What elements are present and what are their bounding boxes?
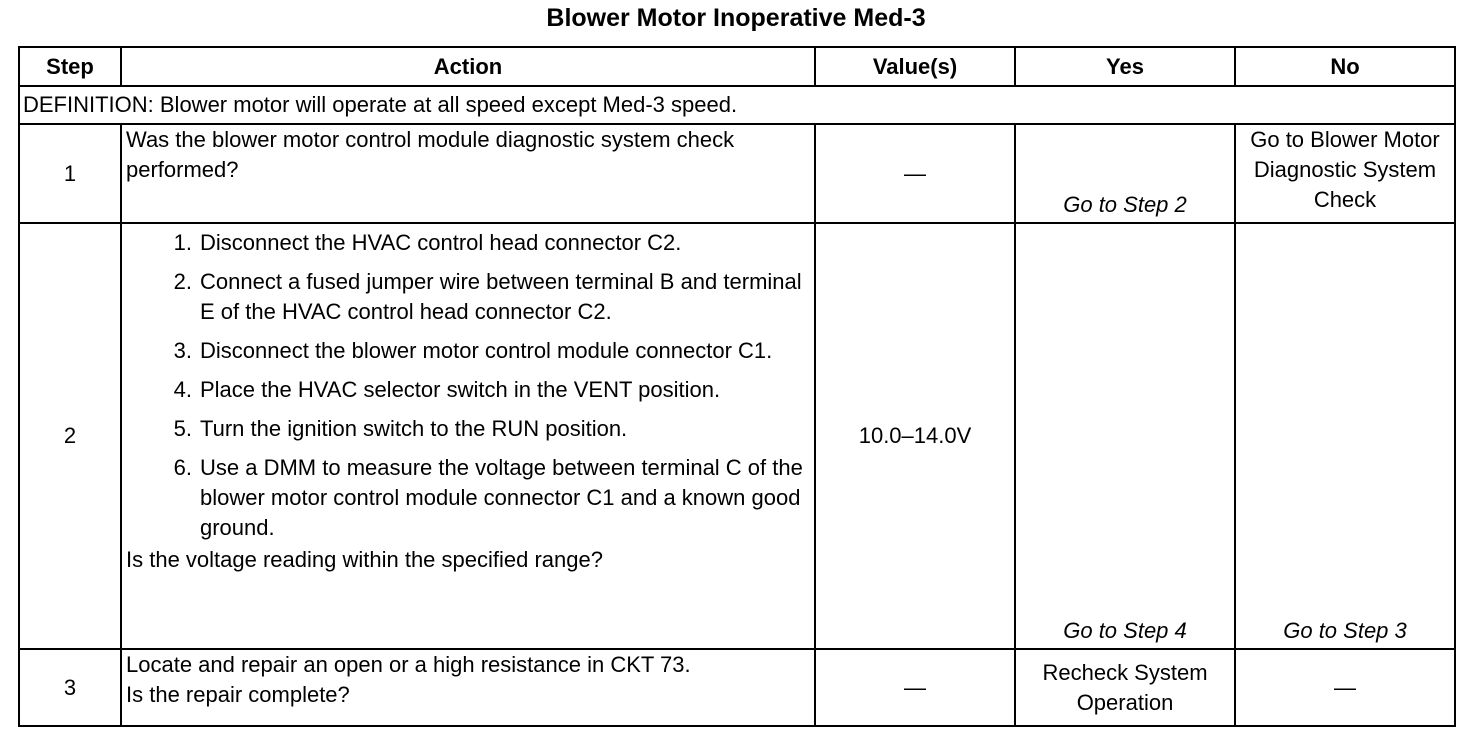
- substep-text: Place the HVAC selector switch in the VENT position.: [200, 377, 721, 402]
- yes-text: Go to Step 4: [1063, 618, 1187, 643]
- header-no: No: [1235, 47, 1455, 86]
- yes-text: Recheck System Operation: [1015, 649, 1235, 726]
- value-cell: —: [815, 124, 1015, 223]
- substep-text: Turn the ignition switch to the RUN position.: [200, 416, 628, 441]
- question-text: Is the voltage reading within the specified range?: [126, 547, 603, 572]
- substep-number: 5.: [173, 416, 192, 441]
- yes-cell: [1015, 223, 1235, 649]
- value-cell: —: [815, 649, 1015, 726]
- table-row: [19, 124, 1455, 223]
- header-values: Value(s): [815, 47, 1015, 86]
- header-step: Step: [19, 47, 121, 86]
- step-number: 3: [19, 649, 121, 726]
- step-number: 1: [19, 124, 121, 223]
- list-item: [126, 228, 810, 258]
- substep-number: 4.: [173, 377, 192, 402]
- diagnostic-table: [18, 46, 1456, 727]
- substep-list: [126, 228, 810, 543]
- table-row: [19, 649, 1455, 726]
- yes-cell: [1015, 124, 1235, 223]
- no-cell: [1235, 223, 1455, 649]
- list-item: [126, 336, 810, 366]
- action-cell: [121, 649, 815, 726]
- list-item: [126, 453, 810, 543]
- table-row: [19, 223, 1455, 649]
- action-text: Locate and repair an open or a high resistance in CKT 73.: [126, 652, 691, 677]
- no-text: —: [1235, 649, 1455, 726]
- action-cell: [121, 223, 815, 649]
- yes-text: Go to Step 2: [1063, 192, 1187, 217]
- substep-text: Connect a fused jumper wire between terminal B and terminal E of the HVAC control head connector C2.: [200, 269, 802, 324]
- substep-number: 3.: [173, 338, 192, 363]
- question-text: Is the repair complete?: [126, 682, 350, 707]
- no-text: Go to Blower Motor Diagnostic System Check: [1235, 124, 1455, 223]
- list-item: [126, 267, 810, 327]
- header-row: [19, 47, 1455, 86]
- document-title: Blower Motor Inoperative Med-3: [546, 4, 926, 32]
- step-number: 2: [19, 223, 121, 649]
- substep-number: 2.: [173, 269, 192, 294]
- no-text: Go to Step 3: [1283, 618, 1407, 643]
- definition-text: DEFINITION: Blower motor will operate at all speed except Med-3 speed.: [19, 86, 1455, 124]
- substep-text: Disconnect the HVAC control head connector C2.: [200, 230, 682, 255]
- header-yes: Yes: [1015, 47, 1235, 86]
- list-item: [126, 375, 810, 405]
- list-item: [126, 414, 810, 444]
- action-text: Was the blower motor control module diagnostic system check performed?: [121, 124, 815, 223]
- substep-text: Use a DMM to measure the voltage between terminal C of the blower motor control module connector C1 and a known good ground.: [200, 455, 803, 540]
- substep-number: 1.: [173, 230, 192, 255]
- value-cell: 10.0–14.0V: [815, 223, 1015, 649]
- definition-row: [19, 86, 1455, 124]
- header-action: Action: [121, 47, 815, 86]
- substep-text: Disconnect the blower motor control module connector C1.: [200, 338, 773, 363]
- substep-number: 6.: [173, 455, 192, 480]
